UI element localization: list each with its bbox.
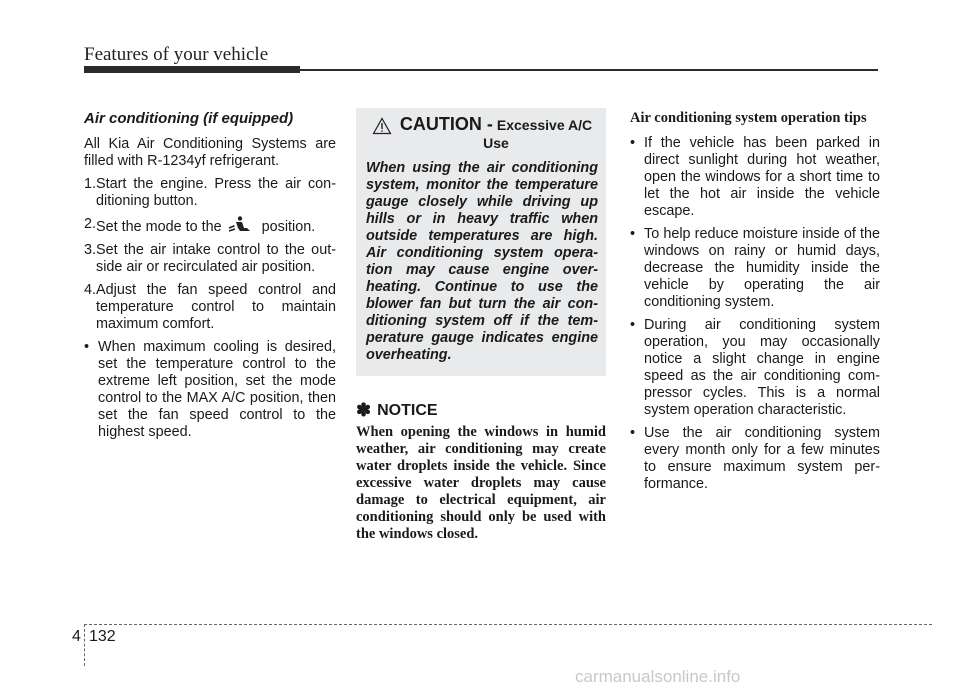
tip-text: To help reduce moisture inside of the windows on rainy or humid days, decrease the humidity inside the vehicle by operating the air conditioning system. (644, 226, 880, 310)
watermark-text: carmanualsonline.info (575, 667, 741, 686)
bullet-text: When maximum cooling is desired, set the temperature control to the extreme left position, set the mode control to the MAX A/C position, then set the fan speed control to the highest speed. (98, 339, 336, 440)
notice-body: When opening the windows in humid weather, air conditioning may create water droplets inside the vehicle. Since excessive water droplets may cause damage to electrical equipment, air conditioning should only be used with the windows closed. (356, 424, 606, 542)
step-number: 2. (84, 216, 97, 232)
step-text-post: position. (261, 219, 316, 235)
bullet-dot: • (630, 135, 636, 151)
step-text: Adjust the fan speed control and temperature control to maintain maximum comfort. (96, 282, 336, 332)
step-text: Start the engine. Press the air conditioning button. (96, 176, 336, 209)
caution-title: CAUTION - (399, 114, 493, 134)
warning-triangle-icon (372, 117, 392, 135)
tip-item (630, 317, 880, 419)
bullet-dot: • (630, 226, 636, 242)
caution-header (366, 116, 598, 152)
tip-item (630, 135, 880, 220)
chapter-number: 4 (72, 628, 81, 645)
step-4 (84, 282, 336, 333)
tip-text: If the vehicle has been parked in direct sunlight during hot weather, open the windows for a short time to let the hot air inside the vehicle escape. (644, 135, 880, 219)
footer-rule (84, 624, 932, 625)
header-bar-thin (300, 69, 878, 71)
page-header-title: Features of your vehicle (84, 44, 269, 65)
tip-text: During air conditioning system operation, you may occasionally notice a slight change in engine speed as the air conditioning compressor cycles. This is a normal system operation characteristic. (644, 317, 880, 418)
page-number: 132 (89, 628, 116, 645)
caution-heading-text (400, 116, 592, 152)
step-2 (84, 216, 336, 236)
column-middle (356, 110, 606, 543)
bullet-max-cooling (84, 339, 336, 441)
tip-text: Use the air conditioning system every month only for a few minutes to ensure maximum system performance. (644, 425, 880, 492)
column-right (630, 110, 880, 499)
step-text (96, 216, 336, 236)
tips-heading: Air conditioning system operation tips (630, 110, 867, 126)
step-text: Set the air intake control to the outside air or recirculated air position. (96, 242, 336, 275)
header-bar-thick (84, 66, 300, 73)
notice-heading (356, 402, 606, 419)
caution-box (356, 108, 606, 376)
floor-vent-mode-icon (226, 216, 256, 233)
caution-subtitle: Excessive A/C (496, 117, 593, 133)
column-left (84, 110, 336, 447)
step-3 (84, 242, 336, 276)
step-number: 1. (84, 176, 97, 192)
notice-title: NOTICE (377, 402, 438, 419)
bullet-dot: • (630, 317, 636, 333)
step-number: 3. (84, 242, 97, 258)
caution-body: When using the air conditioning system, monitor the temperature gauge closely while driving up hills or in heavy traffic when outside temperatures are high. Air conditioning system operation may cause engine overheating. Continue to use the blower fan but turn the air conditioning system off if the temperature gauge indicates engine overheating. (366, 160, 598, 363)
step-number: 4. (84, 282, 97, 298)
footer-divider (84, 624, 85, 666)
bullet-dot: • (630, 425, 636, 441)
section-heading-air-conditioning: Air conditioning (if equipped) (84, 110, 294, 127)
asterisk-icon: ✽ (356, 400, 372, 420)
tip-item (630, 425, 880, 493)
step-1 (84, 176, 336, 210)
caution-subtitle-line2: Use (483, 135, 509, 151)
step-text-pre: Set the mode to the (96, 219, 222, 235)
intro-paragraph: All Kia Air Conditioning Systems are filled with R-1234yf refrigerant. (84, 136, 336, 169)
bullet-dot: • (84, 339, 90, 355)
tip-item (630, 226, 880, 311)
